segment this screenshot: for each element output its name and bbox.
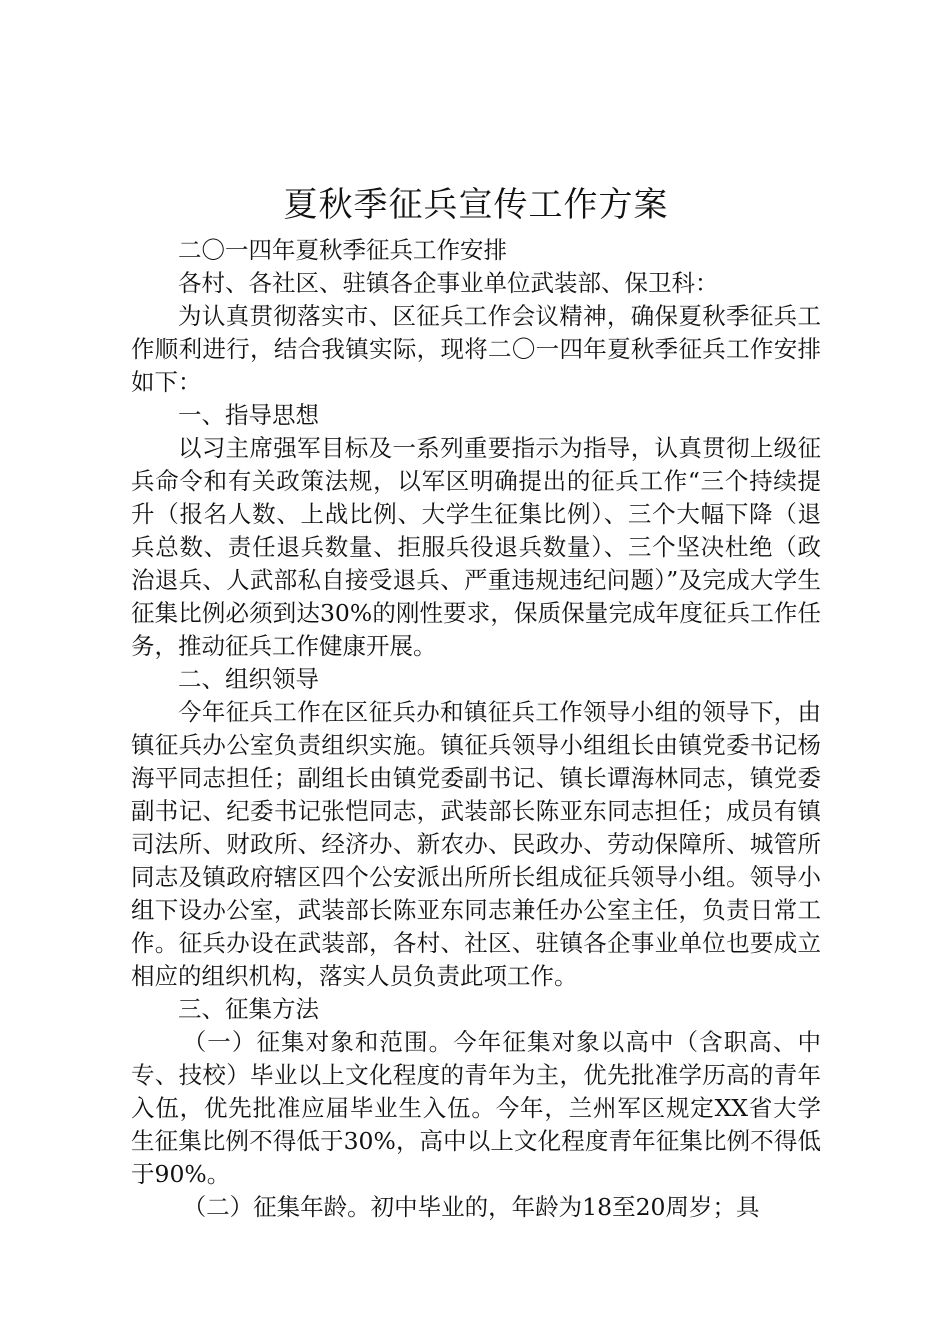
document-page — [131, 180, 821, 1224]
section-heading-methods: 三、征集方法 — [178, 995, 319, 1023]
document-title: 夏秋季征兵宣传工作方案 — [283, 185, 669, 225]
section-heading-leadership: 二、组织领导 — [178, 665, 319, 693]
section-heading-guiding-ideology: 一、指导思想 — [178, 401, 319, 429]
paragraph-subtitle: 二〇一四年夏秋季征兵工作安排 — [178, 236, 507, 264]
paragraph-addressees: 各村、各社区、驻镇各企事业单位武装部、保卫科： — [178, 269, 719, 297]
paragraph-recruit-scope: （一）征集对象和范围。今年征集对象以高中（含职高、中专、技校）毕业以上文化程度的青年为主，优先批准学历高的青年入伍，优先批准应届毕业生入伍。今年，兰州军区规定XX省大学生征集比例不得低于30%，高中以上文化程度青年征集比例不得低于90%。 — [131, 1028, 821, 1188]
paragraph-guiding-ideology: 以习主席强军目标及一系列重要指示为指导，认真贯彻上级征兵命令和有关政策法规，以军区明确提出的征兵工作“三个持续提升（报名人数、上战比例、大学生征集比例）、三个大幅下降（退兵总数、责任退兵数量、拒服兵役退兵数量）、三个坚决杜绝（政治退兵、人武部私自接受退兵、严重违规违纪问题）”及完成大学生征集比例必须到达30%的刚性要求，保质保量完成年度征兵工作任务，推动征兵工作健康开展。 — [131, 434, 821, 660]
paragraph-intro: 为认真贯彻落实市、区征兵工作会议精神，确保夏秋季征兵工作顺利进行，结合我镇实际，现将二〇一四年夏秋季征兵工作安排如下： — [131, 302, 821, 396]
paragraph-leadership: 今年征兵工作在区征兵办和镇征兵工作领导小组的领导下，由镇征兵办公室负责组织实施。镇征兵领导小组组长由镇党委书记杨海平同志担任；副组长由镇党委副书记、镇长谭海林同志，镇党委副书记、纪委书记张恺同志，武装部长陈亚东同志担任；成员有镇司法所、财政所、经济办、新农办、民政办、劳动保障所、城管所同志及镇政府辖区四个公安派出所所长组成征兵领导小组。领导小组下设办公室，武装部长陈亚东同志兼任办公室主任，负责日常工作。征兵办设在武装部，各村、社区、驻镇各企事业单位也要成立相应的组织机构，落实人员负责此项工作。 — [131, 698, 821, 990]
paragraph-recruit-age: （二）征集年龄。初中毕业的，年龄为18至20周岁；具 — [182, 1193, 760, 1221]
